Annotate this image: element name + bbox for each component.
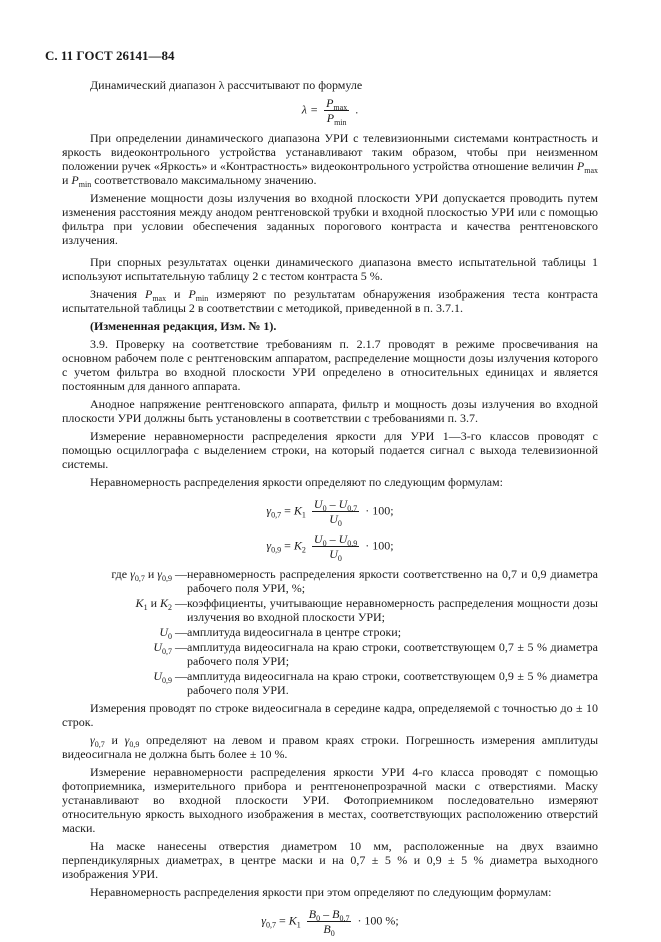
symbol: B — [332, 907, 340, 921]
symbol: γ — [90, 733, 95, 747]
symbol: P — [144, 287, 153, 301]
paragraph: Измерения проводят по строке видеосигнала в середине кадра, определяемой с точностью до ± 10 строк. — [62, 701, 598, 729]
symbol: U — [329, 547, 338, 561]
text: · 100 %; — [354, 913, 399, 928]
symbol: γ — [261, 913, 266, 928]
definition-row — [62, 669, 598, 697]
text: и — [62, 173, 72, 187]
subscript: 0 — [337, 554, 342, 563]
definition-text: амплитуда видеосигнала на краю строки, соответствующем 0,7 ± 5 % диаметра рабочего поля УРИ; — [187, 640, 598, 668]
symbol: K — [293, 538, 302, 553]
paragraph: Неравномерность распределения яркости при этом определяют по следующим формулам: — [90, 885, 552, 899]
subscript: 0,7 — [134, 574, 145, 583]
subscript: 0 — [168, 632, 172, 641]
symbol: U — [329, 512, 338, 526]
paragraph: Измерение неравномерности распределения яркости для УРИ 1—3-го классов проводят с помощью осциллографа с выделением строки, на который подается сигнал с выхода телевизионной системы. — [62, 429, 598, 471]
subscript: 0,7 — [94, 740, 105, 749]
text: – — [326, 497, 339, 511]
paragraph: При спорных результатах оценки динамического диапазона вместо испытательной таблицы 1 используют испытательную таблицу 2 с тестом контраста 5 %. — [62, 255, 598, 283]
symbol: U — [313, 497, 323, 511]
paragraph: 3.9. Проверку на соответствие требованиям п. 2.1.7 проводят в режиме просвечивания на основном рабочем поле с рентгеновским аппаратом, распределение мощности дозы излучения которого с учетом фильтра во входной плоскости УРИ определено в относительных единицах и является постоянным для данного аппарата. — [62, 337, 598, 393]
subscript: 0 — [316, 914, 321, 923]
symbol: γ — [157, 567, 162, 581]
formula-gamma-07 — [62, 497, 598, 526]
definitions-list — [62, 567, 598, 697]
symbol: K — [288, 913, 297, 928]
definition-text: неравномерность распределения яркости соответственно на 0,7 и 0,9 диаметра рабочего поля УРИ, %; — [187, 567, 598, 595]
symbol: P — [326, 111, 335, 125]
subscript: 0 — [337, 519, 342, 528]
text: где — [111, 567, 131, 581]
dash: — — [175, 625, 187, 639]
paragraph: Неравномерность распределения яркости определяют по следующим формулам: — [90, 475, 503, 489]
subscript: 0,9 — [129, 740, 140, 749]
definition-row — [62, 596, 598, 624]
formula-lhs: λ = — [301, 102, 319, 117]
text: · 100; — [362, 538, 394, 553]
subscript: 0,7 — [162, 647, 172, 656]
text: · 100; — [362, 503, 394, 518]
paragraph — [62, 131, 598, 187]
symbol: U — [338, 532, 348, 546]
dash: — — [175, 567, 187, 581]
page-header: С. 11 ГОСТ 26141—84 — [45, 48, 175, 63]
text: соответствовало максимальному значению. — [91, 173, 317, 187]
symbol: K — [293, 503, 302, 518]
paragraph: Изменение мощности дозы излучения во входной плоскости УРИ допускается проводить путем изменения расстояния между анодом рентгеновской трубки и входной плоскостью УРИ или с помощью фильтра при условии обеспечения заданных порогового контраста и качества рентгеновского излучения. — [62, 191, 598, 247]
text: измеряют по результатам обнаружения изображения теста контраста испытательной таблицы 2 в соответствии с методикой, приведенной в п. 3.7.1. — [62, 287, 599, 315]
symbol: γ — [130, 567, 135, 581]
paragraph — [62, 287, 598, 315]
text: = — [275, 913, 289, 928]
subscript: 1 — [301, 510, 306, 520]
subscript: 1 — [143, 603, 148, 612]
paragraph: Измерение неравномерности распределения яркости УРИ 4-го класса проводят с помощью фотоприемника, измерительного прибора и рентгенонепрозрачной маски с отверстиями. Маску устанавливают во входной плоскости УРИ. Фотоприемником последовательно измеряют относительную яркость выходного изображения в местах, соответствующих расположению отверстий маски. — [62, 765, 598, 835]
subscript: 0,7 — [271, 510, 282, 520]
definition-row — [62, 567, 598, 595]
symbol: U — [153, 669, 162, 683]
symbol: P — [576, 159, 585, 173]
formula-lambda — [62, 96, 598, 125]
document-body — [62, 78, 598, 942]
subscript: 0 — [322, 539, 327, 548]
punct: . — [355, 102, 359, 117]
subscript: min — [78, 180, 92, 189]
formula-gamma-09 — [62, 532, 598, 561]
subscript: min — [334, 118, 347, 127]
definition-text: амплитуда видеосигнала в центре строки; — [187, 625, 402, 639]
fraction — [312, 497, 359, 526]
fraction — [324, 96, 349, 125]
text: = — [281, 538, 294, 553]
dash: — — [175, 669, 187, 683]
text: Значения — [90, 287, 145, 301]
subscript: 0,9 — [271, 545, 282, 555]
subscript: 0,7 — [339, 914, 350, 923]
fraction — [312, 532, 359, 561]
subscript: 2 — [301, 545, 306, 555]
formula-gamma-b — [62, 907, 598, 936]
subscript: 0,9 — [347, 539, 358, 548]
symbol: U — [313, 532, 323, 546]
symbol: K — [135, 596, 144, 610]
text: и — [147, 596, 160, 610]
definition-row — [62, 640, 598, 668]
subscript: max — [152, 294, 167, 303]
symbol: γ — [124, 733, 130, 747]
text: и — [144, 567, 158, 581]
symbol: P — [188, 287, 196, 301]
subscript: 0,7 — [347, 504, 358, 513]
symbol: B — [308, 907, 317, 921]
text: = — [281, 503, 294, 518]
definition-text: амплитуда видеосигнала на краю строки, соответствующем 0,9 ± 5 % диаметра рабочего поля УРИ. — [187, 669, 598, 697]
subscript: 0,7 — [265, 920, 276, 930]
paragraph — [62, 733, 598, 761]
subscript: 2 — [168, 603, 172, 612]
symbol: U — [153, 640, 162, 654]
symbol: K — [159, 596, 168, 610]
definition-row — [62, 625, 598, 639]
text: и — [166, 287, 189, 301]
symbol: P — [326, 96, 334, 110]
subscript: 1 — [296, 920, 301, 930]
symbol: P — [71, 173, 79, 187]
symbol: U — [159, 625, 168, 639]
subscript: max — [333, 103, 348, 112]
subscript: 0,9 — [162, 676, 172, 685]
definition-text: коэффициенты, учитывающие неравномерность распределения мощности дозы излучения во входной плоскости УРИ; — [187, 596, 598, 624]
symbol: γ — [266, 538, 272, 553]
subscript: max — [584, 166, 598, 175]
symbol: B — [323, 922, 331, 936]
dash: — — [175, 640, 187, 654]
text: и — [104, 733, 125, 747]
subscript: 0 — [330, 929, 335, 938]
amendment-note: (Измененная редакция, Изм. № 1). — [90, 319, 277, 333]
subscript: min — [195, 294, 209, 303]
text: определяют на левом и правом краях строки. Погрешность измерения амплитуды видеосигнала не должна быть более ± 10 %. — [62, 733, 599, 761]
dash: — — [175, 596, 187, 610]
text: – — [320, 907, 333, 921]
text: – — [326, 532, 339, 546]
paragraph: Анодное напряжение рентгеновского аппарата, фильтр и мощность дозы излучения во входной плоскости УРИ должны быть установлены в соответствии с требованиями п. 3.7. — [62, 397, 598, 425]
paragraph: На маске нанесены отверстия диаметром 10 мм, расположенные на двух взаимно перпендикулярных диаметрах, в центре маски и на 0,7 ± 5 % и 0,9 ± 5 % диаметра выходного изображения УРИ. — [62, 839, 598, 881]
symbol: γ — [266, 503, 272, 518]
subscript: 0,9 — [162, 574, 172, 583]
symbol: U — [338, 497, 348, 511]
subscript: 0 — [322, 504, 327, 513]
paragraph: Динамический диапазон λ рассчитывают по формуле — [90, 78, 363, 92]
text: При определении динамического диапазона УРИ с телевизионными системами контрастность и яркость видеоконтрольного устройства устанавливают таким образом, чтобы при неизменном положении ручек «Яркость» и «Контрастность» видеоконтрольного устройства отношение величин — [62, 131, 598, 173]
fraction — [307, 907, 352, 936]
